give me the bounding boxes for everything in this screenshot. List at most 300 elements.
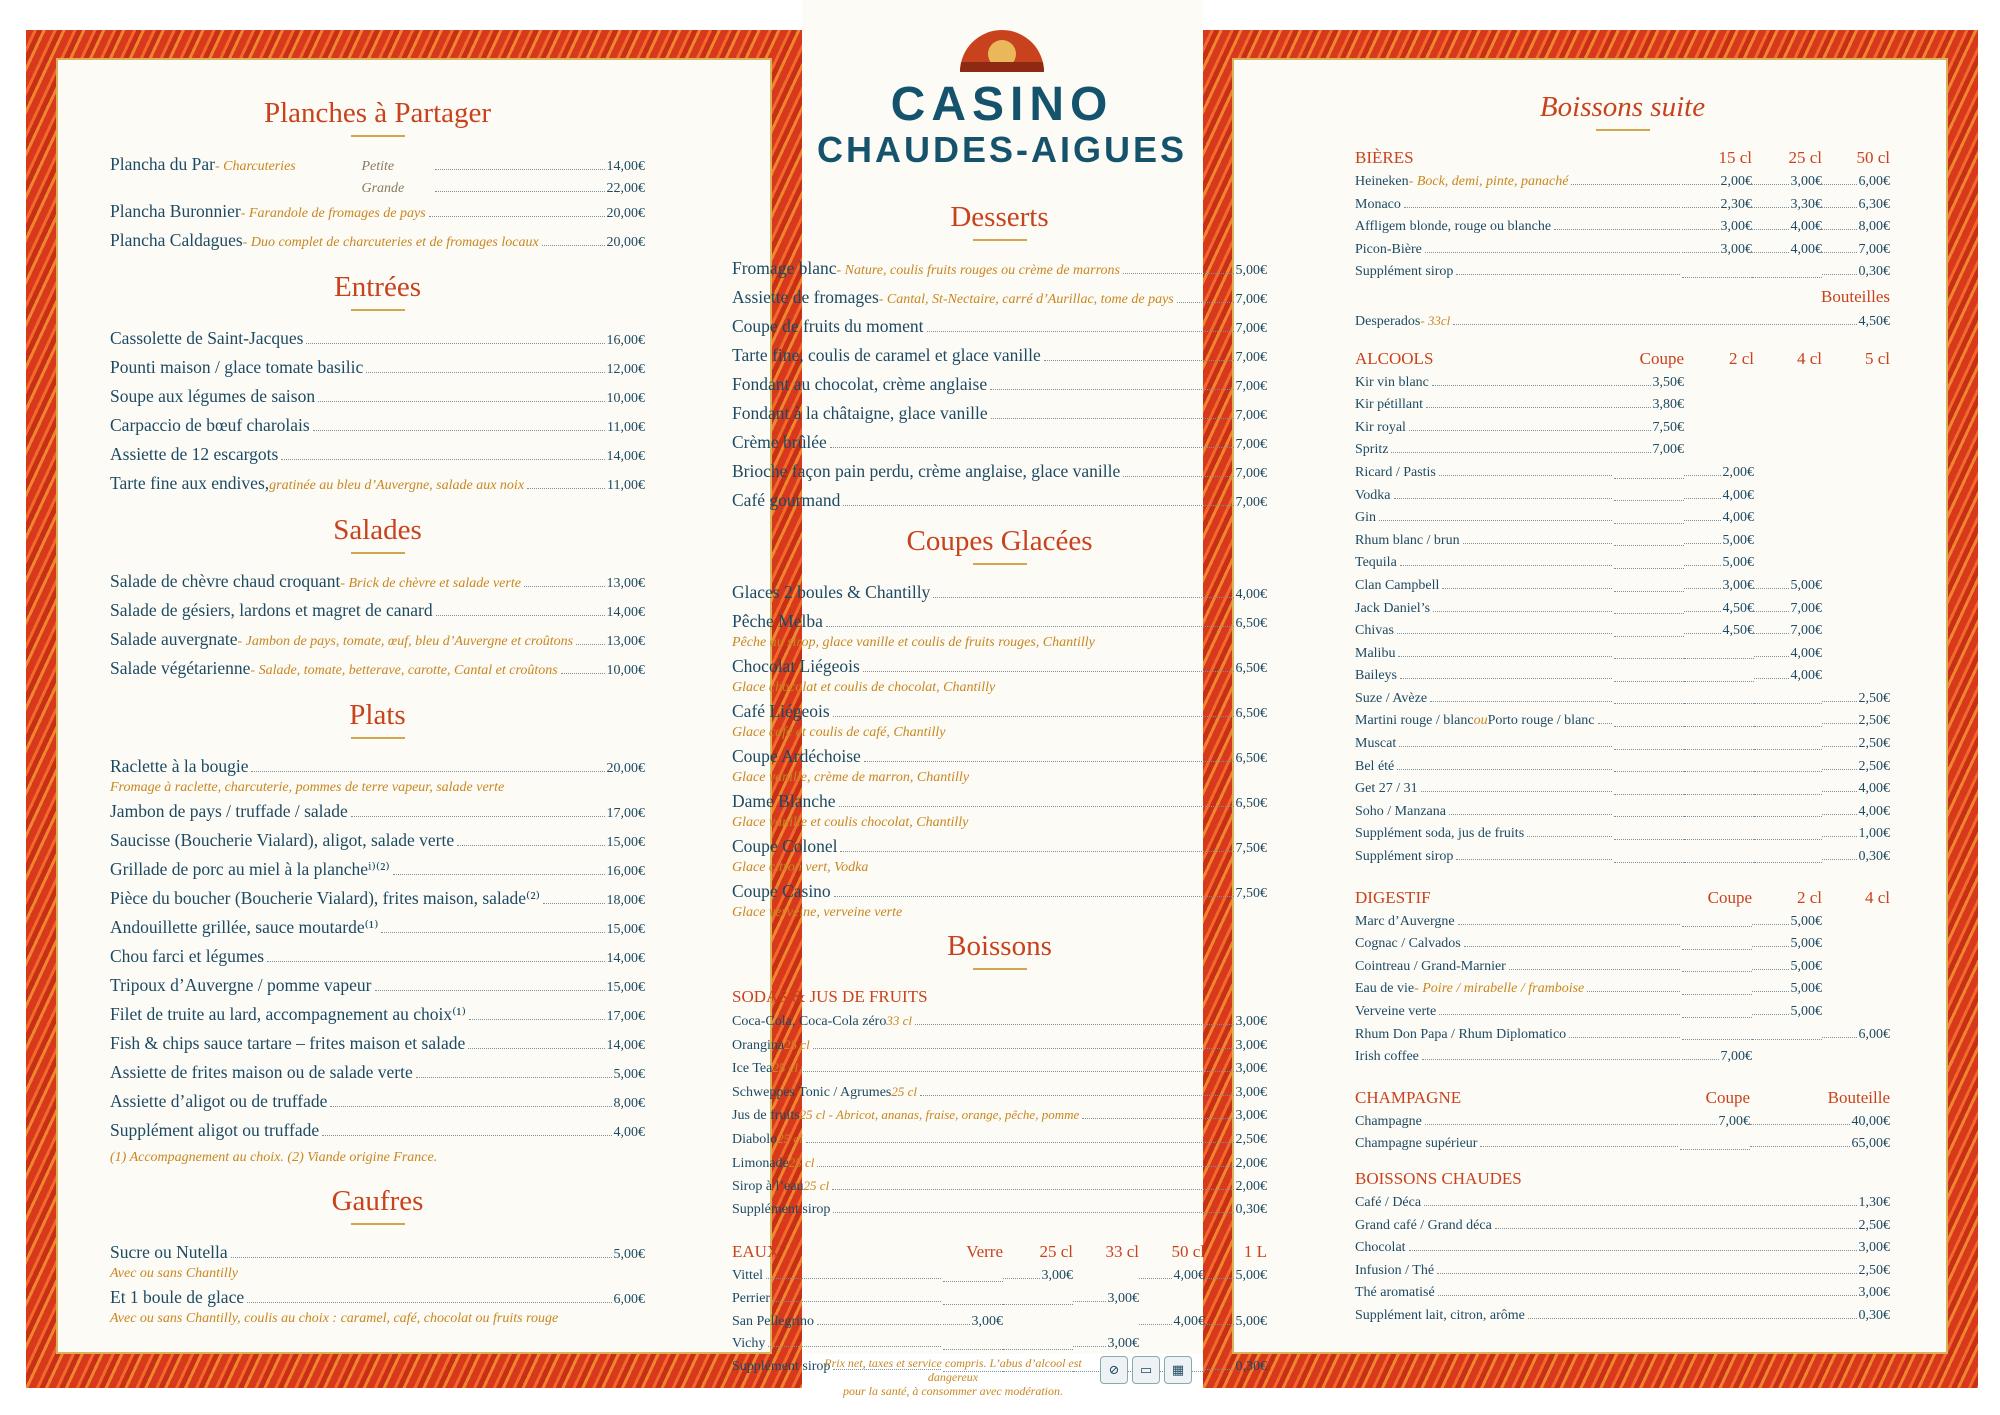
menu-item	[110, 1117, 645, 1146]
menu-section	[110, 698, 645, 1170]
item-description: 33 cl	[886, 1013, 912, 1028]
menu-item	[110, 827, 645, 856]
item-price: 5,00€	[1790, 577, 1822, 593]
price-cell	[1614, 770, 1684, 772]
item-name: Clan Campbell	[1355, 577, 1440, 593]
item-name: Picon-Bière	[1355, 241, 1422, 257]
price-cell	[1614, 372, 1684, 395]
menu-item	[110, 354, 645, 383]
price-cell	[1684, 530, 1754, 553]
brand-line2: CHAUDES-AIGUES	[816, 129, 1188, 170]
menu-item	[732, 1175, 1267, 1199]
item-price: 5,00€	[1790, 936, 1822, 952]
section-title: Gaufres	[331, 1185, 424, 1217]
leader-dots	[351, 816, 605, 817]
leader-dots	[1397, 633, 1612, 634]
table-row	[1355, 171, 1890, 194]
leader-dots	[251, 771, 604, 772]
leader-dots	[834, 896, 1234, 897]
item-price: 4,00€	[1790, 241, 1822, 257]
item-price: 3,30€	[1790, 196, 1822, 212]
item-name: Supplément sirop	[1355, 849, 1454, 865]
price-cell	[1614, 477, 1684, 479]
leader-dots	[1404, 207, 1680, 208]
item-price: 2,00€	[1720, 174, 1752, 189]
item-price: 7,50€	[1652, 419, 1684, 435]
price-cell	[1822, 688, 1890, 711]
item-connector: ou	[1473, 713, 1488, 729]
item-name: Schweppes Tonic / Agrumes	[732, 1084, 892, 1100]
leader-dots	[1421, 791, 1612, 792]
item-price: 6,00€	[1858, 1026, 1890, 1042]
item-price: 3,00€	[1858, 1285, 1890, 1301]
item-price: 2,00€	[1235, 1179, 1267, 1195]
item-name: Infusion / Thé	[1355, 1262, 1435, 1278]
column-header: 4 cl	[1864, 887, 1890, 907]
leader-dots	[933, 597, 1233, 598]
item-name: Assiette de 12 escargots	[110, 444, 279, 464]
leader-dots	[826, 626, 1234, 627]
leader-dots	[247, 1302, 611, 1303]
item-price: 6,50€	[1235, 796, 1267, 811]
menu-item	[110, 151, 645, 180]
item-name: Vodka	[1355, 487, 1391, 503]
price-cell	[1754, 815, 1822, 817]
item-name: Heineken	[1355, 174, 1409, 189]
price-cell	[1614, 417, 1684, 440]
price-cell	[1684, 620, 1754, 643]
menu-item	[732, 579, 1267, 608]
table-row	[1355, 733, 1890, 756]
subsection-header	[732, 1239, 1267, 1265]
item-name: Cognac / Calvados	[1355, 936, 1461, 952]
leader-dots	[1822, 701, 1857, 702]
menu-item	[732, 1104, 1267, 1128]
table-row	[1355, 778, 1890, 801]
section-divider	[1596, 129, 1650, 131]
table-row	[1355, 239, 1890, 262]
item-name: Fish & chips sauce tartare – frites maison et salade	[110, 1033, 466, 1053]
item-name: Tarte fine aux endives,	[110, 473, 270, 493]
item-subtext: Glace vanille et coulis chocolat, Chantilly	[732, 815, 969, 830]
item-price: 7,00€	[1235, 379, 1267, 394]
item-price: 14,00€	[606, 159, 645, 174]
price-cell	[1684, 657, 1754, 659]
table-row	[1355, 801, 1890, 824]
item-price: 7,00€	[1652, 442, 1684, 458]
item-name: Baileys	[1355, 668, 1397, 684]
leader-dots	[1682, 1059, 1719, 1060]
item-price: 65,00€	[1851, 1136, 1890, 1152]
leader-dots	[1205, 1369, 1234, 1370]
item-name: Salade végétarienne	[110, 658, 251, 678]
menu-item	[1355, 1282, 1890, 1305]
item-price: 10,00€	[606, 663, 645, 678]
table-row	[1355, 823, 1890, 846]
item-name-alt: Porto rouge / blanc	[1487, 713, 1595, 729]
leader-dots	[1822, 229, 1857, 230]
leader-dots	[1391, 452, 1612, 453]
leader-dots	[1822, 723, 1857, 724]
leader-dots	[915, 1024, 1234, 1025]
item-description: - Nature, coulis fruits rouges ou crème de marrons	[836, 263, 1120, 278]
item-description: - Poire / mirabelle / framboise	[1414, 981, 1585, 997]
item-name: Tequila	[1355, 555, 1397, 571]
item-subtext: Glace café et coulis de café, Chantilly	[732, 725, 946, 740]
table-row	[1355, 756, 1890, 779]
item-price: 5,00€	[613, 1067, 645, 1082]
subsection-header	[1355, 1085, 1890, 1111]
menu-item	[732, 1034, 1267, 1058]
price-cell	[1822, 261, 1890, 284]
table-row	[1355, 1133, 1890, 1156]
leader-dots	[318, 401, 604, 402]
table-row	[1355, 216, 1890, 239]
item-price: 5,00€	[1722, 555, 1754, 571]
price-cell	[1682, 1038, 1752, 1040]
leader-dots	[1682, 184, 1719, 185]
leader-dots	[576, 644, 604, 645]
leader-dots	[1458, 924, 1680, 925]
leader-dots	[1123, 273, 1234, 274]
leader-dots	[468, 1048, 604, 1049]
item-price: 4,00€	[1790, 668, 1822, 684]
item-price: 7,00€	[1235, 437, 1267, 452]
leader-dots	[990, 389, 1233, 390]
label-icon: ▭	[1132, 1356, 1160, 1384]
leader-dots	[832, 1189, 1233, 1190]
item-name: Pounti maison / glace tomate basilic	[110, 357, 364, 377]
leader-dots	[1425, 252, 1680, 253]
price-cell	[1682, 1046, 1752, 1069]
item-price: 20,00€	[606, 235, 645, 250]
item-price: 7,00€	[1720, 1049, 1752, 1065]
section-title: Plats	[349, 699, 406, 731]
casino-logo	[800, 30, 1204, 170]
item-name: Diabolo	[732, 1131, 778, 1147]
item-subtext: Avec ou sans Chantilly	[110, 1266, 238, 1281]
leader-dots	[1682, 229, 1719, 230]
price-cell	[1754, 575, 1822, 598]
leader-dots	[435, 169, 605, 170]
item-price: 40,00€	[1851, 1113, 1890, 1129]
item-price: 4,00€	[1722, 510, 1754, 526]
item-price: 3,00€	[1858, 1240, 1890, 1256]
item-price: 2,00€	[1722, 464, 1754, 480]
leader-dots	[1822, 207, 1857, 208]
menu-item	[110, 412, 645, 441]
leader-dots	[1073, 1346, 1106, 1347]
item-price: 3,00€	[1235, 1108, 1267, 1124]
item-name: Pêche Melba	[732, 611, 823, 631]
item-price: 5,00€	[1790, 913, 1822, 929]
leader-dots	[991, 418, 1234, 419]
leader-dots	[1432, 385, 1612, 386]
leader-dots	[1754, 678, 1789, 679]
leader-dots	[1752, 924, 1789, 925]
subsection-title: CHAMPAGNE	[1355, 1087, 1462, 1107]
item-price: 3,00€	[1235, 1014, 1267, 1029]
logo-emblem-icon	[960, 30, 1044, 72]
item-description: - Charcuteries	[214, 159, 296, 174]
menu-item	[110, 441, 645, 470]
footer-icons	[1100, 1356, 1192, 1384]
leader-dots	[1449, 814, 1612, 815]
subsection-header	[1355, 145, 1890, 171]
price-cell	[1682, 216, 1752, 239]
leader-dots	[1205, 1324, 1234, 1325]
menu-item	[1355, 1192, 1890, 1215]
leader-dots	[1464, 946, 1680, 947]
price-cell	[1682, 171, 1752, 194]
item-price: 6,50€	[1235, 706, 1267, 721]
item-name: Eau de vie	[1355, 981, 1415, 997]
section-divider	[973, 563, 1027, 565]
column-drinks-continued	[1355, 90, 1890, 1328]
item-name: Champagne	[1355, 1113, 1422, 1129]
table-row	[1355, 462, 1890, 485]
price-cell	[1754, 725, 1822, 727]
leader-dots	[429, 216, 605, 217]
price-cell	[1754, 838, 1822, 840]
price-cell	[1822, 778, 1890, 801]
price-cell	[1750, 1133, 1890, 1156]
leader-dots	[1752, 969, 1789, 970]
table-row	[1355, 530, 1890, 553]
item-price: 12,00€	[606, 362, 645, 377]
menu-item	[110, 597, 645, 626]
item-name: Ice Tea	[732, 1061, 773, 1077]
item-price: 0,30€	[1858, 849, 1890, 865]
leader-dots	[1394, 498, 1612, 499]
item-price: 11,00€	[607, 420, 645, 435]
leader-dots	[1569, 1037, 1680, 1038]
subsection-title: SODAS & JUS DE FRUITS	[732, 987, 928, 1006]
price-cell	[1682, 194, 1752, 217]
item-name: Coupe Casino	[732, 881, 831, 901]
item-price: 20,00€	[606, 206, 645, 221]
table-row	[1355, 372, 1890, 395]
price-cell	[1822, 710, 1890, 733]
item-name: Jambon de pays / truffade / salade	[110, 801, 348, 821]
item-price: 3,00€	[971, 1313, 1003, 1329]
table-row	[1355, 417, 1890, 440]
table-row	[1355, 846, 1890, 869]
menu-item	[110, 943, 645, 972]
item-name: Rhum blanc / brun	[1355, 532, 1460, 548]
leader-dots	[1439, 475, 1612, 476]
item-description: 25 cl	[772, 1060, 798, 1076]
item-price: 3,00€	[1107, 1336, 1139, 1352]
item-name: Tarte fine, coulis de caramel et glace vanille	[732, 345, 1041, 365]
column-header: 15 cl	[1718, 148, 1752, 167]
leader-dots	[813, 1048, 1234, 1049]
item-price: 4,50€	[1722, 600, 1754, 616]
item-name: Desperados	[1355, 313, 1421, 329]
item-price: 3,00€	[1235, 1037, 1267, 1053]
leader-dots	[1082, 1118, 1233, 1119]
item-name: Coupe de fruits du moment	[732, 316, 924, 336]
item-price: 4,00€	[613, 1125, 645, 1140]
price-cell	[1682, 276, 1752, 278]
item-name: Fondant à la châtaigne, glace vanille	[732, 403, 988, 423]
item-name: Perrier	[732, 1290, 771, 1306]
menu-item	[110, 383, 645, 412]
price-cell	[943, 1303, 1003, 1305]
legal-footer	[808, 1356, 1098, 1398]
leader-dots	[1684, 588, 1721, 589]
price-cell	[1684, 575, 1754, 598]
menu-item	[110, 856, 645, 885]
item-name: Coupe Ardéchoise	[732, 746, 861, 766]
leader-dots	[1750, 1146, 1850, 1147]
menu-item	[732, 313, 1267, 342]
section-note: (1) Accompagnement au choix. (2) Viande origine France.	[110, 1150, 438, 1165]
item-name: Orangina	[732, 1037, 785, 1053]
leader-dots	[1424, 1205, 1856, 1206]
item-name: Grand café / Grand déca	[1355, 1217, 1492, 1233]
item-name: Assiette de fromages	[732, 287, 879, 307]
price-cell	[1822, 216, 1890, 239]
price-cell	[1614, 567, 1684, 569]
price-cell	[1682, 1016, 1752, 1018]
item-price: 2,00€	[1235, 1155, 1267, 1171]
item-price: 5,00€	[1790, 1004, 1822, 1019]
price-cell	[1073, 1333, 1139, 1356]
table-row	[1355, 552, 1890, 575]
leader-dots	[1379, 520, 1612, 521]
item-name: Gin	[1355, 510, 1376, 526]
item-name: Tripoux d’Auvergne / pomme vapeur	[110, 975, 372, 995]
menu-item	[732, 788, 1267, 817]
leader-dots	[1822, 791, 1857, 792]
item-name: Fromage blanc	[732, 258, 837, 278]
table-row	[1355, 1111, 1890, 1134]
subsection-title: ALCOOLS	[1355, 348, 1434, 368]
price-cell	[1614, 439, 1684, 462]
item-price: 2,50€	[1858, 713, 1890, 729]
table-row	[1355, 978, 1890, 1001]
item-name: Malibu	[1355, 645, 1396, 661]
item-price: 17,00€	[606, 806, 645, 821]
price-cell	[1822, 1024, 1890, 1047]
section-title: Boissons suite	[1539, 91, 1706, 123]
item-name: San Pellegrino	[732, 1313, 815, 1329]
leader-dots	[1430, 701, 1612, 702]
bottles-header	[1355, 284, 1890, 310]
column-header: 25 cl	[1039, 1242, 1073, 1262]
item-price: 2,50€	[1858, 758, 1890, 774]
leader-dots	[1754, 633, 1789, 634]
price-cell	[1752, 956, 1822, 979]
price-cell	[1754, 770, 1822, 772]
menu-section	[110, 96, 645, 256]
leader-dots	[1822, 252, 1857, 253]
leader-dots	[801, 1071, 1234, 1072]
menu-item	[732, 371, 1267, 400]
item-name: Thé aromatisé	[1355, 1285, 1435, 1301]
menu-section	[732, 524, 1267, 921]
table-row	[732, 1311, 1267, 1334]
leader-dots	[1425, 1124, 1678, 1125]
item-price: 3,00€	[1235, 1061, 1267, 1077]
price-cell	[1822, 801, 1890, 824]
menu-item	[732, 743, 1267, 772]
menu-item	[732, 429, 1267, 458]
item-description: gratinée au bleu d’Auvergne, salade aux noix	[269, 478, 525, 493]
item-price: 4,50€	[1858, 313, 1890, 329]
price-cell	[1205, 1265, 1267, 1288]
column-header: Verre	[966, 1242, 1003, 1262]
item-description: - Duo complet de charcuteries et de fromages locaux	[242, 235, 539, 250]
price-cell	[1614, 838, 1684, 840]
item-price: 6,50€	[1235, 616, 1267, 631]
table-row	[1355, 439, 1890, 462]
leader-dots	[322, 1135, 611, 1136]
item-name: Muscat	[1355, 736, 1397, 752]
section-divider	[351, 737, 405, 739]
table-row	[1355, 485, 1890, 508]
leader-dots	[330, 1106, 611, 1107]
price-cell	[1614, 861, 1684, 863]
menu-item	[1355, 1305, 1890, 1328]
menu-section	[110, 513, 645, 684]
item-price: 7,50€	[1235, 841, 1267, 856]
column-header: 1 L	[1243, 1242, 1267, 1262]
item-description: 25 cl	[777, 1130, 803, 1146]
leader-dots	[1684, 543, 1721, 544]
price-cell	[1752, 933, 1822, 956]
item-description: 25 cl - Abricot, ananas, fraise, orange, pêche, pomme	[799, 1107, 1080, 1123]
price-cell	[1003, 1303, 1073, 1305]
leader-dots	[1456, 859, 1612, 860]
item-name: Fondant au chocolat, crème anglaise	[732, 374, 988, 394]
price-cell	[1752, 194, 1822, 217]
leader-dots	[1614, 430, 1651, 431]
leader-dots	[817, 1324, 941, 1325]
item-price: 11,00€	[607, 478, 645, 493]
item-subtext: Avec ou sans Chantilly, coulis au choix : caramel, café, chocolat ou fruits rouge	[110, 1311, 559, 1326]
item-name: Soho / Manzana	[1355, 803, 1446, 819]
item-name: Grillade de porc au miel à la plancheⁱ⁾⁽²⁾	[110, 859, 390, 879]
item-price: 15,00€	[606, 980, 645, 995]
table-row	[1355, 1046, 1890, 1069]
menu-item	[732, 255, 1267, 284]
menu-item	[110, 180, 645, 198]
item-name: Plancha du Par	[110, 154, 215, 174]
menu-item	[110, 655, 645, 684]
item-name: Irish coffee	[1355, 1049, 1419, 1065]
leader-dots	[1614, 452, 1651, 453]
item-name: Glaces 2 boules & Chantilly	[732, 582, 931, 602]
leader-dots	[1752, 946, 1789, 947]
leader-dots	[527, 488, 605, 489]
item-name: Chivas	[1355, 623, 1394, 639]
leader-dots	[1614, 385, 1651, 386]
table-row	[732, 1288, 1267, 1311]
item-price: 15,00€	[606, 835, 645, 850]
leader-dots	[1463, 543, 1612, 544]
leader-dots	[1139, 1324, 1172, 1325]
item-name: Supplément aligot ou truffade	[110, 1120, 320, 1140]
item-name: Chou farci et légumes	[110, 946, 265, 966]
leader-dots	[1437, 1273, 1856, 1274]
price-cell	[1682, 239, 1752, 262]
item-price: 14,00€	[606, 951, 645, 966]
item-price: 7,00€	[1718, 1113, 1750, 1129]
price-cell	[1822, 846, 1890, 869]
item-description: - Farandole de fromages de pays	[240, 206, 426, 221]
